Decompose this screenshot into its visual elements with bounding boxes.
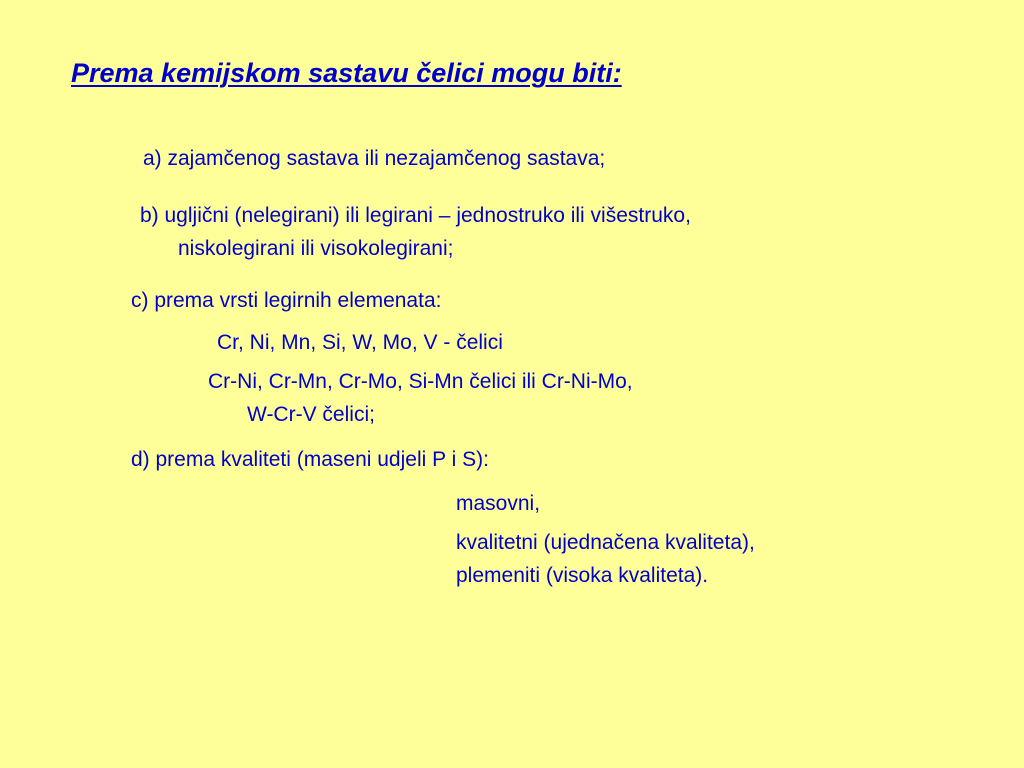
- item-d: d) prema kvaliteti (maseni udjeli P i S):: [131, 448, 489, 471]
- item-d-sub3: plemeniti (visoka kvaliteta).: [456, 564, 709, 587]
- item-c: c) prema vrsti legirnih elemenata:: [131, 289, 442, 312]
- item-b-line1: b) ugljični (nelegirani) ili legirani – jednostruko ili višestruko,: [140, 204, 691, 227]
- item-c-sub1: Cr, Ni, Mn, Si, W, Mo, V - čelici: [217, 331, 503, 354]
- item-c-sub2-line2: W-Cr-V čelici;: [247, 403, 375, 426]
- item-c-sub2-line1: Cr-Ni, Cr-Mn, Cr-Mo, Si-Mn čelici ili Cr-Ni-Mo,: [208, 370, 633, 393]
- slide-title: Prema kemijskom sastavu čelici mogu biti:: [71, 58, 622, 88]
- item-a: a) zajamčenog sastava ili nezajamčenog sastava;: [143, 147, 606, 170]
- item-b-line2: niskolegirani ili visokolegirani;: [178, 237, 454, 260]
- item-d-sub1: masovni,: [456, 492, 541, 515]
- item-d-sub2: kvalitetni (ujednačena kvaliteta),: [456, 531, 755, 554]
